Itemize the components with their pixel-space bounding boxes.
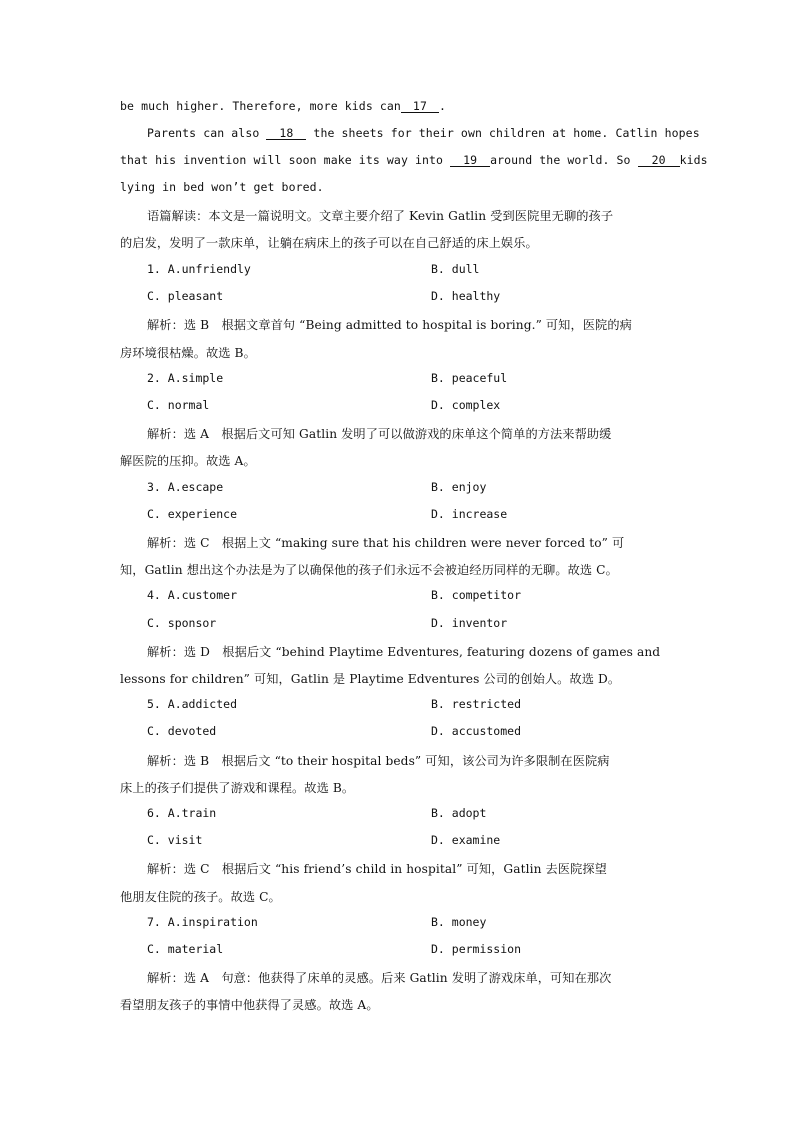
passage-text: around the world. So bbox=[490, 153, 638, 167]
passage-line-3 bbox=[120, 153, 708, 167]
blank-20: 20 bbox=[638, 154, 680, 167]
blank-19: 19 bbox=[450, 154, 490, 167]
option-a: 6. A.train bbox=[147, 806, 217, 820]
option-b: B. competitor bbox=[431, 588, 522, 603]
option-a: 5. A.addicted bbox=[147, 697, 238, 712]
option-b: B. money bbox=[431, 914, 487, 929]
option-d: D. examine bbox=[431, 833, 501, 848]
explanation-line-2: 看望朋友孩子的事情中他获得了灵感。故选 A。 bbox=[120, 998, 379, 1013]
blank-17: 17 bbox=[401, 100, 439, 113]
explanation-line-2: 床上的孩子们提供了游戏和课程。故选 B。 bbox=[120, 780, 355, 795]
option-b: B. enjoy bbox=[431, 479, 487, 494]
option-d: D. increase bbox=[431, 506, 508, 521]
summary-line-2: 的启发，发明了一款床单，让躺在病床上的孩子可以在自己舒适的床上娱乐。 bbox=[120, 236, 538, 250]
option-b: B. restricted bbox=[431, 697, 522, 712]
option-c: C. normal bbox=[147, 398, 210, 412]
option-d: D. healthy bbox=[431, 289, 501, 304]
option-c: C. visit bbox=[147, 833, 203, 848]
option-c: C. sponsor bbox=[147, 615, 217, 630]
option-d: D. permission bbox=[431, 942, 522, 956]
passage-text: Parents can also bbox=[147, 126, 267, 140]
explanation-line-1: 解析：选 B 根据后文 “to their hospital beds” 可知，该公司为许多限制在医院病 bbox=[147, 753, 610, 768]
passage-text: . bbox=[438, 99, 446, 113]
option-c: C. experience bbox=[147, 506, 238, 521]
explanation-line-2: 知，Gatlin 想出这个办法是为了以确保他的孩子们永远不会被迫经历同样的无聊。故选 C。 bbox=[120, 563, 618, 578]
explanation-line-1: 解析：选 C 根据上文 “making sure that his children were never forced to” 可 bbox=[147, 536, 625, 550]
passage-line-1 bbox=[120, 99, 676, 113]
explanation-line-1: 解析：选 A 根据后文可知 Gatlin 发明了可以做游戏的床单这个简单的方法来帮助缓 bbox=[147, 427, 612, 442]
passage-text: the sheets for their own children at home. Catlin hopes bbox=[306, 126, 700, 140]
passage-line-2 bbox=[147, 126, 700, 140]
passage-line-4: lying in bed won’t get bored. bbox=[120, 180, 324, 194]
explanation-line-1: 解析：选 D 根据后文 “behind Playtime Edventures, featuring dozens of games and bbox=[147, 644, 661, 659]
option-c: C. devoted bbox=[147, 724, 217, 739]
option-a: 2. A.simple bbox=[147, 370, 224, 385]
passage-text: that his invention will soon make its way into bbox=[120, 153, 451, 167]
option-d: D. complex bbox=[431, 398, 501, 412]
passage-text: be much higher. Therefore, more kids can bbox=[120, 99, 401, 113]
option-b: B. adopt bbox=[431, 806, 487, 820]
explanation-line-1: 解析：选 A 句意：他获得了床单的灵感。后来 Gatlin 发明了游戏床单，可知在那次 bbox=[147, 971, 612, 986]
option-a: 1. A.unfriendly bbox=[147, 262, 251, 276]
option-a: 4. A.customer bbox=[147, 588, 238, 603]
explanation-line-1: 解析：选 B 根据文章首句 “Being admitted to hospital is boring.” 可知，医院的病 bbox=[147, 318, 632, 333]
explanation-line-1: 解析：选 C 根据后文 “his friend’s child in hospital” 可知，Gatlin 去医院探望 bbox=[147, 862, 607, 877]
option-a: 3. A.escape bbox=[147, 479, 224, 494]
option-a: 7. A.inspiration bbox=[147, 914, 258, 929]
option-c: C. material bbox=[147, 942, 224, 956]
option-b: B. dull bbox=[431, 262, 480, 276]
option-d: D. inventor bbox=[431, 615, 508, 630]
explanation-line-2: 房环境很枯燥。故选 B。 bbox=[120, 345, 256, 360]
option-b: B. peaceful bbox=[431, 370, 508, 385]
blank-18: 18 bbox=[266, 127, 306, 140]
option-c: C. pleasant bbox=[147, 289, 224, 304]
explanation-line-2: 解医院的压抑。故选 A。 bbox=[120, 454, 256, 469]
summary-line-1: 语篇解读：本文是一篇说明文。文章主要介绍了 Kevin Gatlin 受到医院里无聊的孩子 bbox=[147, 209, 614, 223]
passage-text: kids bbox=[679, 153, 708, 167]
explanation-line-2: 他朋友住院的孩子。故选 C。 bbox=[120, 889, 281, 904]
explanation-line-2: lessons for children” 可知，Gatlin 是 Playtime Edventures 公司的创始人。故选 D。 bbox=[120, 672, 621, 686]
option-d: D. accustomed bbox=[431, 724, 522, 739]
